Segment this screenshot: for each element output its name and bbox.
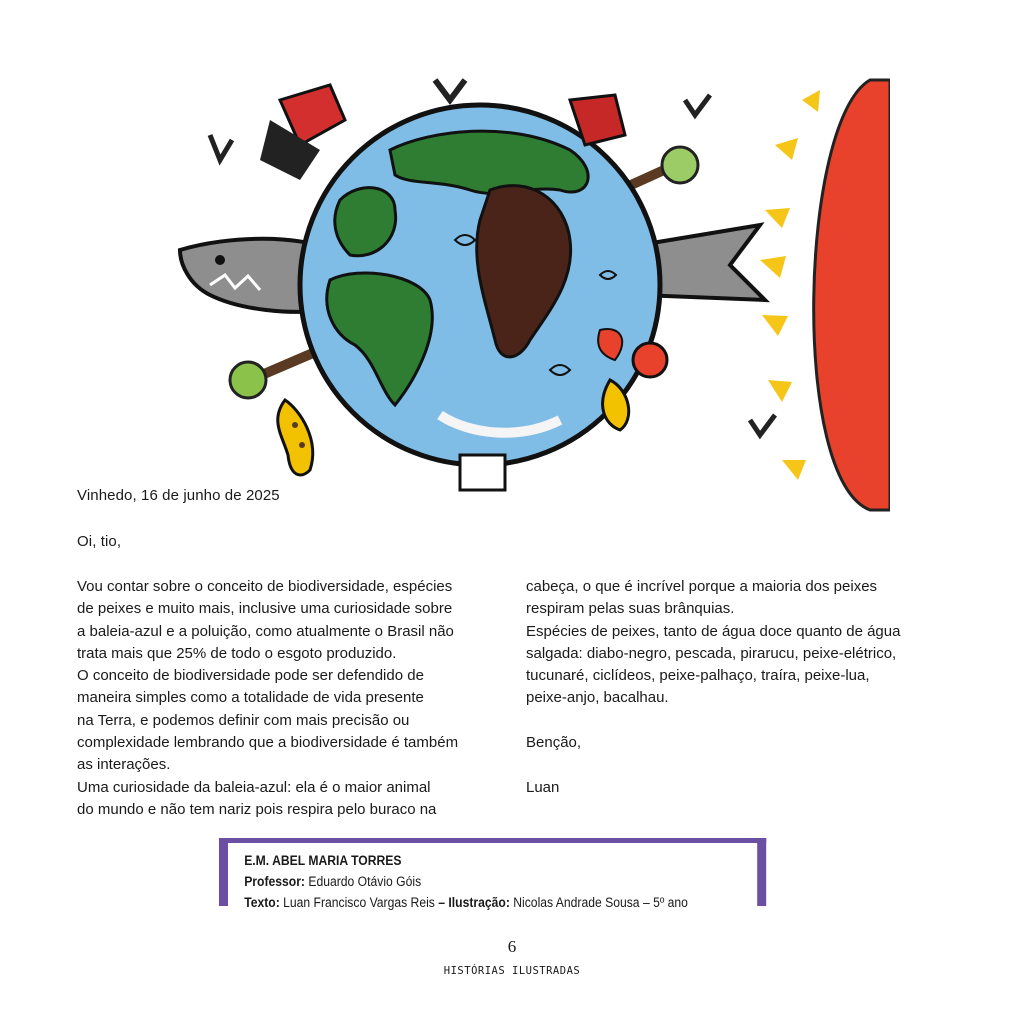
teacher-credit xyxy=(244,871,757,892)
body-line: O conceito de biodiversidade pode ser defendido de xyxy=(77,667,424,685)
body-line: do mundo e não tem nariz pois respira pelo buraco na xyxy=(77,800,437,818)
sun-drawing xyxy=(760,80,890,510)
body-line: trata mais que 25% de todo o esgoto produzido. xyxy=(77,644,397,662)
body-line: salgada: diabo-negro, pescada, pirarucu, peixe-elétrico, xyxy=(526,644,897,662)
body-line: cabeça, o que é incrível porque a maioria dos peixes xyxy=(526,578,878,595)
illustration-label: Ilustração: xyxy=(448,895,510,910)
text-label: Texto: xyxy=(244,895,280,910)
body-line: Uma curiosidade da baleia-azul: ela é o maior animal xyxy=(77,778,431,796)
text-author: Luan Francisco Vargas Reis xyxy=(283,895,435,910)
letter-body-right xyxy=(526,576,946,799)
teacher-name: Eduardo Otávio Góis xyxy=(308,874,422,889)
body-line: respiram pelas suas brânquias. xyxy=(526,600,735,618)
body-line: Espécies de peixes, tanto de água doce quanto de água xyxy=(526,622,901,640)
book-title-footer: HISTÓRIAS ILUSTRADAS xyxy=(443,965,581,977)
body-line: as interações. xyxy=(77,756,171,774)
body-line: na Terra, e podemos definir com mais precisão ou xyxy=(77,711,410,729)
letter-date: Vinhedo, 16 de junho de 2025 xyxy=(77,487,280,504)
body-line: a baleia-azul e a poluição, como atualmente o Brasil não xyxy=(77,622,454,640)
body-line: complexidade lembrando que a biodiversidade é também xyxy=(77,734,459,752)
letter-closing: Benção, xyxy=(526,734,582,752)
body-line: tucunaré, ciclídeos, peixe-palhaço, traíra, peixe-lua, xyxy=(526,667,870,685)
credit-separator: – xyxy=(438,895,446,910)
body-line: de peixes e muito mais, inclusive uma curiosidade sobre xyxy=(77,600,453,618)
author-credit xyxy=(244,892,757,913)
letter-signature: Luan xyxy=(526,778,560,796)
page-number: 6 xyxy=(507,937,517,956)
credits-box xyxy=(219,838,766,910)
letter-greeting: Oi, tio, xyxy=(77,533,122,550)
teacher-label: Professor: xyxy=(244,874,305,889)
school-name: E.M. ABEL MARIA TORRES xyxy=(244,853,402,868)
letter-body-left xyxy=(77,576,507,821)
illustration-author: Nicolas Andrade Sousa – 5º ano xyxy=(513,895,688,910)
body-line: peixe-anjo, bacalhau. xyxy=(526,689,669,707)
body-line: Vou contar sobre o conceito de biodiversidade, espécies xyxy=(77,578,453,595)
earth-illustration xyxy=(170,60,890,520)
body-line: maneira simples como a totalidade de vida presente xyxy=(77,689,424,707)
